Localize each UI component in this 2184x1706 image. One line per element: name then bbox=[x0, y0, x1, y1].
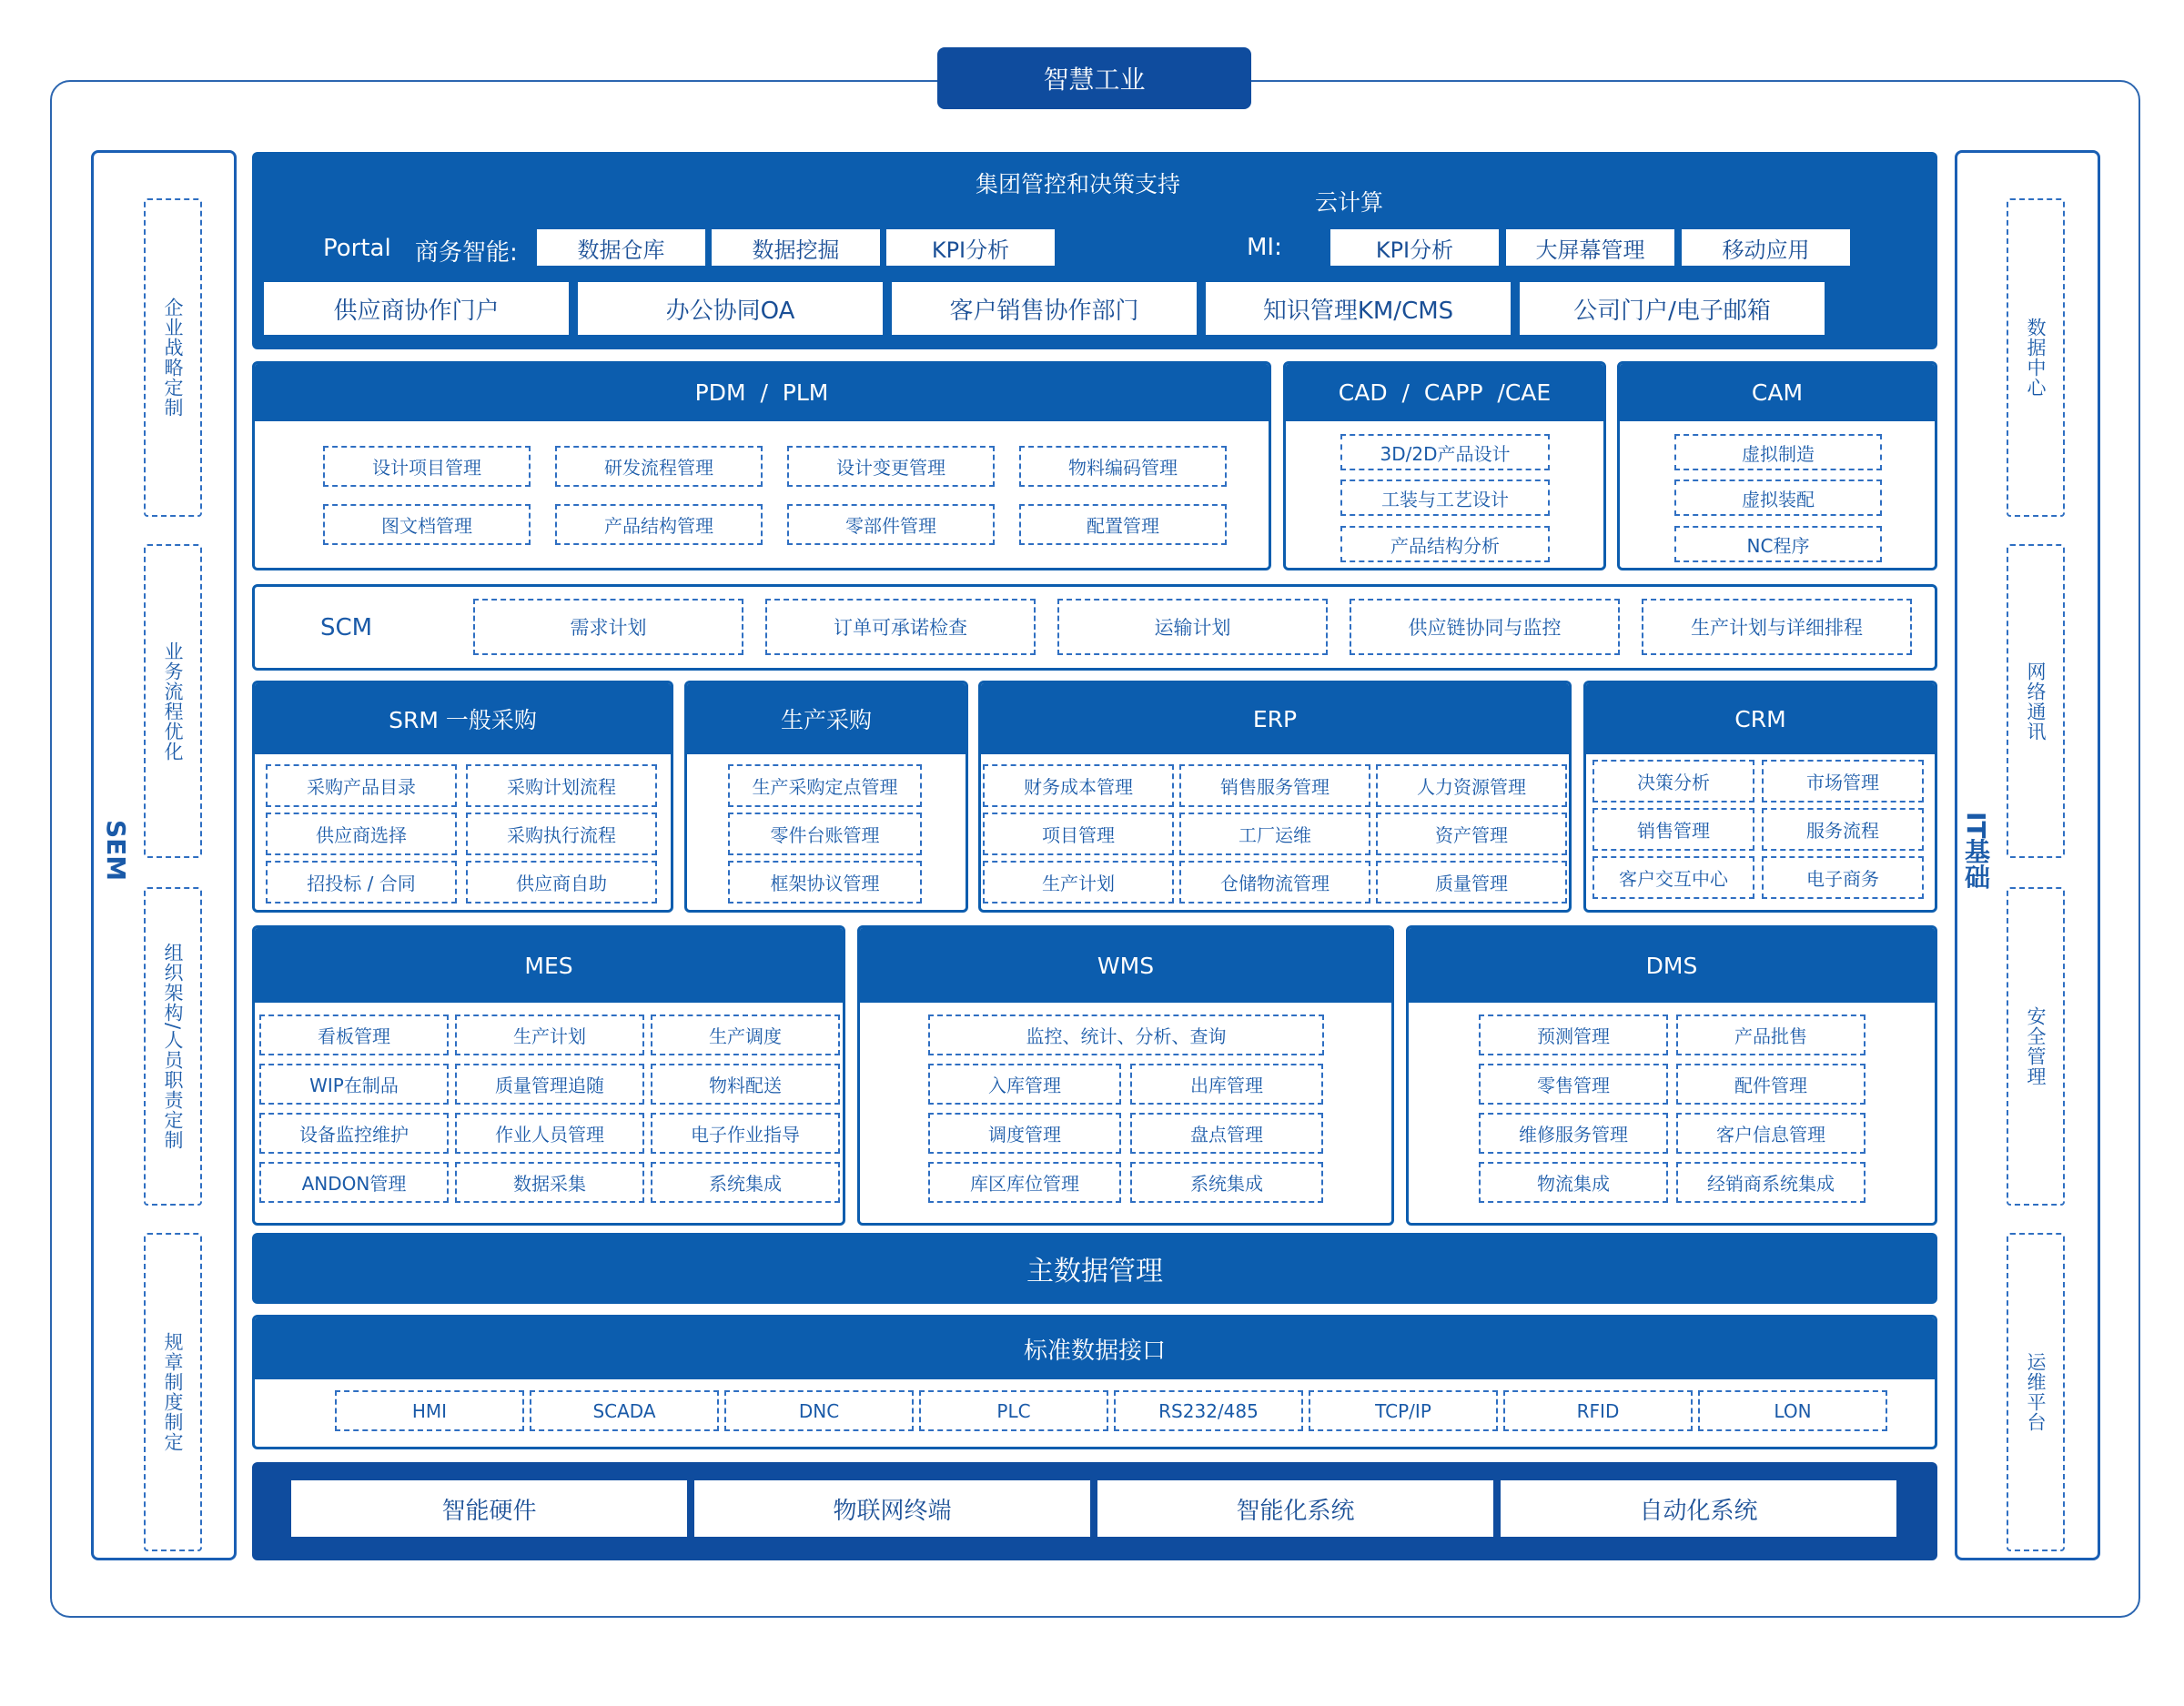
portal-label: Portal bbox=[323, 235, 391, 262]
pdm-item: 产品结构管理 bbox=[555, 504, 763, 545]
sem-label: SEM bbox=[101, 820, 131, 882]
it-label: IT基础 bbox=[1961, 812, 1991, 890]
sem-item: 组织架构/人员职责定制 bbox=[144, 887, 202, 1206]
crm-item: 销售管理 bbox=[1592, 808, 1754, 851]
pdm-item: 配置管理 bbox=[1019, 504, 1227, 545]
scm-item: 运输计划 bbox=[1057, 599, 1328, 655]
dms-item: 经销商系统集成 bbox=[1676, 1162, 1866, 1203]
pdm-item: 零部件管理 bbox=[787, 504, 995, 545]
it-item: 数据中心 bbox=[2007, 198, 2065, 517]
mes-item: 系统集成 bbox=[651, 1162, 840, 1203]
mes-item: 电子作业指导 bbox=[651, 1113, 840, 1154]
interface-title: 标准数据接口 bbox=[255, 1317, 1935, 1379]
production-purchase-title: 生产采购 bbox=[687, 683, 966, 754]
erp-item: 销售服务管理 bbox=[1179, 764, 1370, 807]
portal-item: 知识管理KM/CMS bbox=[1206, 282, 1511, 335]
bi-label: 商务智能: bbox=[415, 239, 518, 267]
srm-item: 采购执行流程 bbox=[466, 813, 657, 855]
erp-item: 人力资源管理 bbox=[1376, 764, 1567, 807]
dms-item: 预测管理 bbox=[1479, 1015, 1668, 1055]
sem-item: 企业战略定制 bbox=[144, 198, 202, 517]
cad-item: 产品结构分析 bbox=[1340, 526, 1550, 562]
cad-title: CAD / CAPP /CAE bbox=[1286, 364, 1603, 421]
interface-item: LON bbox=[1698, 1390, 1887, 1431]
hardware-item: 物联网终端 bbox=[694, 1480, 1090, 1537]
scm-item: 供应链协同与监控 bbox=[1350, 599, 1620, 655]
bi-item: 数据仓库 bbox=[537, 229, 705, 266]
wms-item: 调度管理 bbox=[928, 1113, 1121, 1154]
dms-item: 零售管理 bbox=[1479, 1064, 1668, 1105]
wms-item: 盘点管理 bbox=[1130, 1113, 1323, 1154]
mes-item: 质量管理追随 bbox=[455, 1064, 644, 1105]
mes-title: MES bbox=[255, 928, 843, 1003]
mes-item: 数据采集 bbox=[455, 1162, 644, 1203]
crm-item: 决策分析 bbox=[1592, 760, 1754, 803]
wms-top-item: 监控、统计、分析、查询 bbox=[928, 1015, 1324, 1055]
hardware-item: 智能化系统 bbox=[1097, 1480, 1493, 1537]
mes-item: WIP在制品 bbox=[259, 1064, 449, 1105]
cad-item: 工装与工艺设计 bbox=[1340, 479, 1550, 516]
mes-item: 生产计划 bbox=[455, 1015, 644, 1055]
production-purchase-item: 框架协议管理 bbox=[728, 861, 922, 903]
master-data-bar bbox=[252, 1233, 1937, 1304]
srm-item: 招投标 / 合同 bbox=[266, 861, 457, 903]
interface-item: HMI bbox=[335, 1390, 524, 1431]
it-item: 安全管理 bbox=[2007, 887, 2065, 1206]
scm-item: 需求计划 bbox=[473, 599, 743, 655]
group-title: 集团管控和决策支持 bbox=[976, 171, 1181, 197]
sem-item: 规章制度制定 bbox=[144, 1233, 202, 1551]
srm-item: 供应商选择 bbox=[266, 813, 457, 855]
interface-item: RS232/485 bbox=[1114, 1390, 1303, 1431]
scm-label: SCM bbox=[320, 614, 373, 641]
pdm-item: 设计变更管理 bbox=[787, 446, 995, 487]
page-title: 智慧工业 bbox=[937, 47, 1251, 109]
erp-item: 项目管理 bbox=[983, 813, 1174, 855]
interface-item: RFID bbox=[1503, 1390, 1693, 1431]
interface-item: TCP/IP bbox=[1309, 1390, 1498, 1431]
wms-item: 出库管理 bbox=[1130, 1064, 1323, 1105]
scm-item: 生产计划与详细排程 bbox=[1642, 599, 1912, 655]
mes-item: 作业人员管理 bbox=[455, 1113, 644, 1154]
dms-item: 物流集成 bbox=[1479, 1162, 1668, 1203]
dms-item: 维修服务管理 bbox=[1479, 1113, 1668, 1154]
production-purchase-item: 生产采购定点管理 bbox=[728, 764, 922, 807]
interface-item: PLC bbox=[919, 1390, 1108, 1431]
mes-item: 设备监控维护 bbox=[259, 1113, 449, 1154]
srm-item: 采购计划流程 bbox=[466, 764, 657, 807]
pdm-item: 研发流程管理 bbox=[555, 446, 763, 487]
pdm-item: 设计项目管理 bbox=[323, 446, 531, 487]
crm-item: 服务流程 bbox=[1762, 808, 1924, 851]
mes-item: 看板管理 bbox=[259, 1015, 449, 1055]
dms-item: 客户信息管理 bbox=[1676, 1113, 1866, 1154]
mi-item: 大屏幕管理 bbox=[1506, 229, 1674, 266]
erp-item: 仓储物流管理 bbox=[1179, 861, 1370, 903]
mi-item: 移动应用 bbox=[1682, 229, 1850, 266]
crm-item: 电子商务 bbox=[1762, 856, 1924, 899]
portal-item: 办公协同OA bbox=[578, 282, 883, 335]
master-data-title: 主数据管理 bbox=[1026, 1256, 1163, 1287]
srm-title: SRM 一般采购 bbox=[255, 683, 671, 754]
cad-item: 3D/2D产品设计 bbox=[1340, 434, 1550, 470]
srm-item: 供应商自助 bbox=[466, 861, 657, 903]
mi-item: KPI分析 bbox=[1330, 229, 1499, 266]
bi-item: 数据挖掘 bbox=[712, 229, 880, 266]
portal-item: 公司门户/电子邮箱 bbox=[1520, 282, 1825, 335]
erp-item: 质量管理 bbox=[1376, 861, 1567, 903]
dms-item: 配件管理 bbox=[1676, 1064, 1866, 1105]
wms-item: 库区库位管理 bbox=[928, 1162, 1121, 1203]
it-item: 运维平台 bbox=[2007, 1233, 2065, 1551]
crm-item: 客户交互中心 bbox=[1592, 856, 1754, 899]
wms-item: 系统集成 bbox=[1130, 1162, 1323, 1203]
pdm-item: 物料编码管理 bbox=[1019, 446, 1227, 487]
bi-item: KPI分析 bbox=[886, 229, 1055, 266]
dms-title: DMS bbox=[1409, 928, 1935, 1003]
erp-item: 工厂运维 bbox=[1179, 813, 1370, 855]
it-item: 网络通讯 bbox=[2007, 544, 2065, 858]
cam-item: 虚拟制造 bbox=[1674, 434, 1882, 470]
mes-item: 生产调度 bbox=[651, 1015, 840, 1055]
wms-title: WMS bbox=[860, 928, 1391, 1003]
wms-item: 入库管理 bbox=[928, 1064, 1121, 1105]
srm-item: 采购产品目录 bbox=[266, 764, 457, 807]
pdm-item: 图文档管理 bbox=[323, 504, 531, 545]
mes-item: 物料配送 bbox=[651, 1064, 840, 1105]
mes-item: ANDON管理 bbox=[259, 1162, 449, 1203]
crm-title: CRM bbox=[1586, 683, 1935, 754]
hardware-item: 智能硬件 bbox=[291, 1480, 687, 1537]
scm-item: 订单可承诺检查 bbox=[765, 599, 1036, 655]
crm-item: 市场管理 bbox=[1762, 760, 1924, 803]
cam-item: NC程序 bbox=[1674, 526, 1882, 562]
dms-item: 产品批售 bbox=[1676, 1015, 1866, 1055]
sem-item: 业务流程优化 bbox=[144, 544, 202, 858]
cam-item: 虚拟装配 bbox=[1674, 479, 1882, 516]
portal-item: 客户销售协作部门 bbox=[892, 282, 1197, 335]
erp-item: 财务成本管理 bbox=[983, 764, 1174, 807]
production-purchase-item: 零件台账管理 bbox=[728, 813, 922, 855]
interface-item: DNC bbox=[724, 1390, 914, 1431]
erp-item: 生产计划 bbox=[983, 861, 1174, 903]
cam-title: CAM bbox=[1620, 364, 1935, 421]
cloud-label: 云计算 bbox=[1315, 189, 1384, 216]
interface-item: SCADA bbox=[530, 1390, 719, 1431]
erp-title: ERP bbox=[981, 683, 1569, 754]
erp-item: 资产管理 bbox=[1376, 813, 1567, 855]
mi-label: MI: bbox=[1247, 234, 1282, 261]
portal-item: 供应商协作门户 bbox=[264, 282, 569, 335]
pdm-title: PDM / PLM bbox=[255, 364, 1269, 421]
hardware-item: 自动化系统 bbox=[1501, 1480, 1896, 1537]
